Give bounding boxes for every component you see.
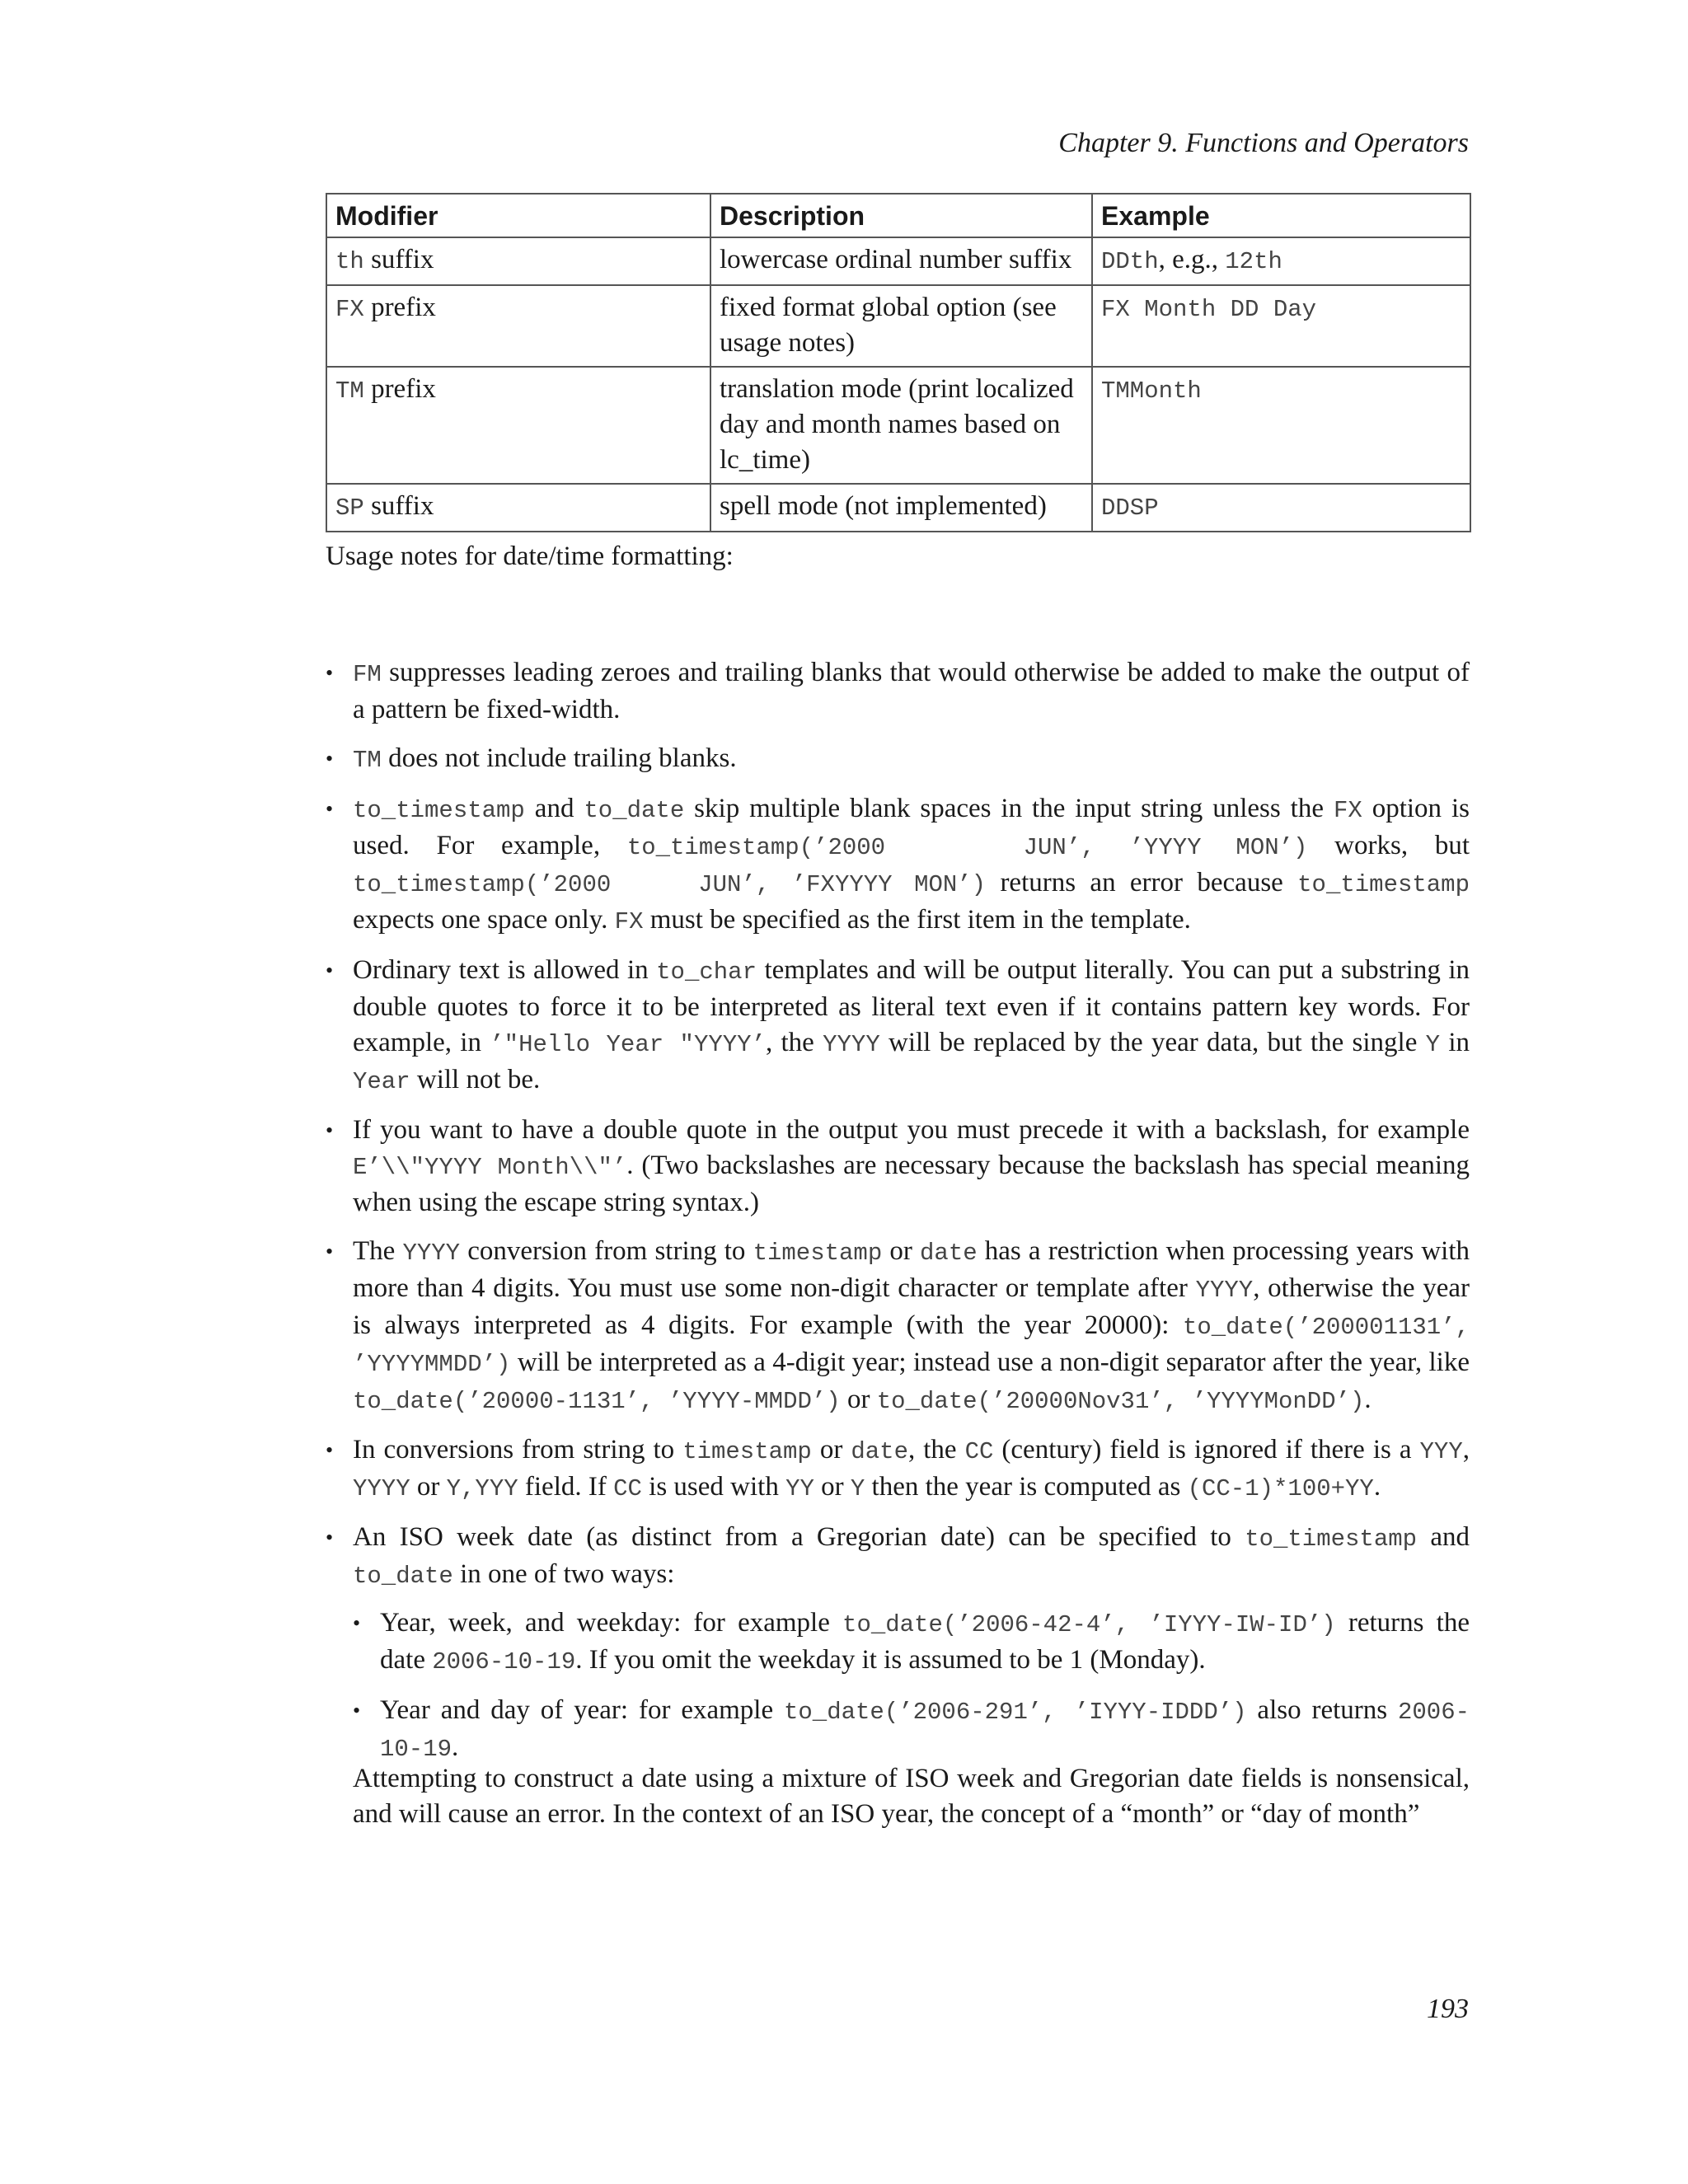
code: timestamp — [753, 1240, 883, 1267]
text: and — [524, 794, 584, 823]
modifier-code: FX — [335, 296, 364, 323]
text: (century) field is ignored if there is a — [993, 1435, 1420, 1465]
code: FM — [353, 661, 382, 688]
code: ’"Hello Year "YYYY’ — [490, 1031, 766, 1058]
text: option is used. For example, — [353, 794, 1470, 860]
text: is used with — [641, 1472, 786, 1502]
bullet-icon: • — [326, 1240, 334, 1263]
list-item — [326, 953, 1470, 1099]
closing-paragraph: Attempting to construct a date using a mixture of ISO week and Gregorian date fields is nonsensical, and will cause an error. In the context of an ISO year, the concept of a “month” or “day of month” — [353, 1764, 1470, 1829]
text: . If you omit the weekday it is assumed to be 1 (Monday). — [575, 1645, 1206, 1675]
bullet-icon: • — [353, 1611, 361, 1635]
code: YY — [785, 1475, 814, 1502]
modifier-text: prefix — [363, 293, 436, 322]
text: , the — [907, 1435, 965, 1465]
bullet-icon: • — [326, 661, 334, 685]
modifier-cell — [326, 484, 710, 532]
code: YYY — [1419, 1438, 1463, 1465]
text: has a restriction when processing years with more than 4 digits. You must use some non-digit character or template after — [353, 1236, 1470, 1303]
code: to_date(’20000-1131’, ’YYYY-MMDD’) — [353, 1388, 841, 1415]
usage-notes-intro: Usage notes for date/time formatting: — [326, 541, 734, 571]
text: will not be. — [410, 1065, 541, 1094]
code: date — [920, 1240, 978, 1267]
text: Year and day of year: for example — [380, 1695, 784, 1725]
iso-sub-list — [353, 1605, 1470, 1767]
page-number: 193 — [1427, 1994, 1469, 2024]
table-row — [326, 285, 1470, 367]
text: . — [1364, 1385, 1372, 1414]
text: must be specified as the first item in the template. — [643, 905, 1191, 935]
text: . — [1373, 1472, 1381, 1502]
code: to_date(’2006-42-4’, ’IYYY-IW-ID’) — [842, 1611, 1336, 1638]
code: to_date(’20000Nov31’, ’YYYYMonDD’) — [876, 1388, 1365, 1415]
code: 2006-10-19 — [380, 1699, 1470, 1763]
code: Y — [850, 1475, 865, 1502]
code: to_date(’2006-291’, ’IYYY-IDDD’) — [784, 1699, 1247, 1726]
list-item — [326, 1113, 1470, 1221]
text: also returns — [1246, 1695, 1398, 1725]
text: Ordinary text is allowed in — [353, 955, 657, 985]
modifier-cell — [326, 237, 710, 285]
code: TM — [353, 747, 382, 774]
code: to_date — [353, 1563, 453, 1590]
text: returns an error because — [986, 868, 1298, 898]
usage-notes-list — [326, 655, 1470, 1780]
description-cell: spell mode (not implemented) — [710, 484, 1092, 532]
example-text: , e.g., — [1158, 245, 1226, 274]
running-header: Chapter 9. Functions and Operators — [1058, 128, 1469, 158]
code: Y,YYY — [446, 1475, 518, 1502]
modifier-text: prefix — [363, 374, 436, 404]
bullet-icon: • — [326, 1118, 334, 1142]
modifier-code: th — [335, 248, 364, 275]
code: CC — [613, 1475, 642, 1502]
bullet-icon: • — [326, 797, 334, 821]
modifier-code: TM — [335, 377, 364, 405]
text: , otherwise the year is always interpreted as 4 digits. For example (with the year 20000): — [353, 1273, 1470, 1340]
code: YYYY — [353, 1475, 410, 1502]
code: YYYY — [1195, 1277, 1254, 1304]
text: , — [1462, 1435, 1470, 1465]
example-code: FX Month DD Day — [1101, 296, 1317, 323]
text: In conversions from string to — [353, 1435, 683, 1465]
code: to_timestamp(’2000 JUN’, ’YYYY MON’) — [626, 834, 1308, 861]
code: CC — [964, 1438, 994, 1465]
modifier-text: suffix — [363, 491, 434, 521]
code: timestamp — [682, 1438, 812, 1465]
text: The — [353, 1236, 403, 1266]
bullet-icon: • — [353, 1699, 361, 1722]
example-code: DDSP — [1101, 494, 1159, 522]
text: templates and will be output literally. You can put a substring in double quotes to force it to be interpreted as literal text even if it contains pattern key words. For example, in — [353, 955, 1470, 1057]
modifier-cell — [326, 285, 710, 367]
text: expects one space only. — [353, 905, 615, 935]
bullet-icon: • — [326, 1526, 334, 1549]
text: will be replaced by the year data, but the single — [879, 1028, 1426, 1057]
modifier-cell — [326, 367, 710, 484]
code: (CC-1)*100+YY — [1187, 1475, 1374, 1502]
code: to_timestamp — [1297, 871, 1470, 898]
code: YYYY — [823, 1031, 880, 1058]
modifier-text: suffix — [363, 245, 434, 274]
modifiers-table — [326, 193, 1471, 532]
description-cell: translation mode (print localized day and month names based on lc_time) — [710, 367, 1092, 484]
description-cell: lowercase ordinal number suffix — [710, 237, 1092, 285]
text: returns the date — [380, 1608, 1470, 1675]
example-cell — [1092, 285, 1470, 367]
code: Year — [353, 1068, 410, 1095]
text: in one of two ways: — [452, 1559, 675, 1589]
example-cell — [1092, 237, 1470, 285]
code: Y — [1425, 1031, 1441, 1058]
text: . (Two backslashes are necessary because the backslash has special meaning when using the escape string syntax.) — [353, 1151, 1470, 1217]
list-item — [326, 1520, 1470, 1767]
table-row — [326, 237, 1470, 285]
bullet-icon: • — [326, 958, 334, 982]
table-header-row — [326, 194, 1470, 237]
table-row — [326, 367, 1470, 484]
text: then the year is computed as — [865, 1472, 1188, 1502]
text: works, but — [1307, 831, 1470, 860]
example-code: TMMonth — [1101, 377, 1202, 405]
text: does not include trailing blanks. — [381, 743, 737, 773]
list-item — [326, 791, 1470, 940]
text: and — [1417, 1522, 1470, 1552]
list-item — [353, 1693, 1470, 1767]
text: suppresses leading zeroes and trailing blanks that would otherwise be added to make the output of a pattern be fixed-width. — [353, 658, 1470, 724]
code: to_timestamp — [353, 797, 525, 824]
code: 2006-10-19 — [432, 1648, 576, 1675]
description-cell: fixed format global option (see usage notes) — [710, 285, 1092, 367]
text: will be interpreted as a 4-digit year; instead use a non-digit separator after the year, like — [510, 1347, 1470, 1377]
list-item — [326, 1234, 1470, 1419]
example-cell — [1092, 484, 1470, 532]
text: , the — [765, 1028, 823, 1057]
text: skip multiple blank spaces in the input string unless the — [684, 794, 1334, 823]
column-header-modifier: Modifier — [326, 194, 710, 237]
code: to_timestamp(’2000 JUN’, ’FXYYYY MON’) — [353, 871, 987, 898]
code: YYYY — [402, 1240, 461, 1267]
code: E’\\"YYYY Month\\"’ — [353, 1154, 627, 1181]
text: . — [452, 1732, 459, 1762]
text: or — [811, 1435, 851, 1465]
code: to_timestamp — [1245, 1526, 1418, 1553]
table-row — [326, 484, 1470, 532]
text: An ISO week date (as distinct from a Gregorian date) can be specified to — [353, 1522, 1245, 1552]
list-item — [326, 1432, 1470, 1507]
text: If you want to have a double quote in the output you must precede it with a backslash, for example — [353, 1115, 1470, 1145]
example-cell — [1092, 367, 1470, 484]
text: or — [814, 1472, 851, 1502]
bullet-icon: • — [326, 747, 334, 771]
code: FX — [614, 908, 644, 935]
list-item — [326, 655, 1470, 728]
text: or — [840, 1385, 877, 1414]
text: or — [882, 1236, 921, 1266]
text: Year, week, and weekday: for example — [380, 1608, 843, 1638]
list-item — [353, 1605, 1470, 1680]
column-header-example: Example — [1092, 194, 1470, 237]
code: to_char — [656, 958, 757, 986]
bullet-icon: • — [326, 1438, 334, 1462]
code: date — [851, 1438, 908, 1465]
text: or — [410, 1472, 447, 1502]
text: field. If — [518, 1472, 614, 1502]
code: to_date(’200001131’, ’YYYYMMDD’) — [353, 1314, 1470, 1378]
code: FX — [1333, 797, 1362, 824]
column-header-description: Description — [710, 194, 1092, 237]
list-item — [326, 741, 1470, 778]
code: to_date — [584, 797, 685, 824]
text: conversion from string to — [460, 1236, 753, 1266]
text: in — [1440, 1028, 1470, 1057]
modifier-code: SP — [335, 494, 364, 522]
example-code: DDth — [1101, 248, 1159, 275]
example-code-2: 12th — [1225, 248, 1282, 275]
